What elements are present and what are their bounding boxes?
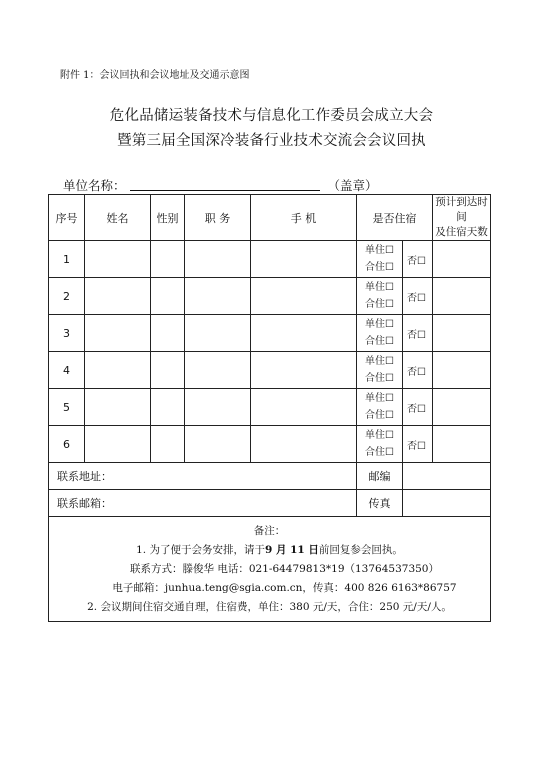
header-arrival-line1: 预计到达时间 (435, 196, 488, 223)
shared-room-checkbox[interactable]: 合住☐ (365, 299, 394, 310)
single-room-checkbox[interactable]: 单住☐ (365, 319, 394, 330)
notes-cell (49, 517, 491, 622)
row-mobile-cell[interactable] (251, 241, 357, 278)
header-arrival (433, 195, 491, 241)
title-line-2: 暨第三届全国深冷装备行业技术交流会会议回执 (117, 133, 426, 149)
row-lodging-options (357, 352, 403, 389)
attendee-row (49, 426, 491, 463)
row-lodging-no[interactable]: 否☐ (403, 352, 433, 389)
note-1-deadline: 9 月 11 日 (264, 543, 319, 556)
row-gender-cell[interactable] (151, 389, 185, 426)
row-position-cell[interactable] (185, 352, 251, 389)
postcode-label: 邮编 (357, 463, 403, 490)
row-arrival-cell[interactable] (433, 426, 491, 463)
single-room-checkbox[interactable]: 单住☐ (365, 282, 394, 293)
header-name: 姓名 (85, 195, 151, 241)
row-lodging-options (357, 278, 403, 315)
shared-room-checkbox[interactable]: 合住☐ (365, 336, 394, 347)
row-name-cell[interactable] (85, 278, 151, 315)
row-position-cell[interactable] (185, 241, 251, 278)
row-arrival-cell[interactable] (433, 315, 491, 352)
unit-name-field (63, 176, 378, 194)
fax-cell[interactable] (403, 490, 491, 517)
header-arrival-line2: 及住宿天数 (435, 226, 488, 238)
row-lodging-no[interactable]: 否☐ (403, 278, 433, 315)
address-row (49, 463, 491, 490)
row-seq: 4 (49, 352, 85, 389)
row-mobile-cell[interactable] (251, 426, 357, 463)
row-position-cell[interactable] (185, 389, 251, 426)
notes-title: 备注： (253, 524, 286, 537)
single-room-checkbox[interactable]: 单住☐ (365, 430, 394, 441)
address-label[interactable]: 联系地址： (49, 463, 357, 490)
row-seq: 6 (49, 426, 85, 463)
row-gender-cell[interactable] (151, 241, 185, 278)
shared-room-checkbox[interactable]: 合住☐ (365, 447, 394, 458)
header-seq: 序号 (49, 195, 85, 241)
row-name-cell[interactable] (85, 426, 151, 463)
note-email: 电子邮箱：junhua.teng@sgia.com.cn，传真：400 826 6163*86757 (112, 581, 457, 594)
row-name-cell[interactable] (85, 352, 151, 389)
header-gender: 性别 (151, 195, 185, 241)
note-2: 2. 会议期间住宿交通自理，住宿费，单住：380 元/天，合住：250 元/天/人。 (87, 600, 452, 613)
row-position-cell[interactable] (185, 278, 251, 315)
row-name-cell[interactable] (85, 241, 151, 278)
row-gender-cell[interactable] (151, 426, 185, 463)
single-room-checkbox[interactable]: 单住☐ (365, 393, 394, 404)
unit-name-input-line[interactable] (130, 178, 320, 191)
notes-row (49, 517, 491, 622)
single-room-checkbox[interactable]: 单住☐ (365, 356, 394, 367)
row-lodging-no[interactable]: 否☐ (403, 426, 433, 463)
row-lodging-options (357, 241, 403, 278)
row-gender-cell[interactable] (151, 352, 185, 389)
attendee-rows (49, 241, 491, 463)
unit-name-label: 单位名称： (63, 178, 126, 193)
email-label[interactable]: 联系邮箱： (49, 490, 357, 517)
attendee-row (49, 389, 491, 426)
shared-room-checkbox[interactable]: 合住☐ (365, 373, 394, 384)
attendee-row (49, 352, 491, 389)
row-lodging-options (357, 389, 403, 426)
row-mobile-cell[interactable] (251, 352, 357, 389)
row-arrival-cell[interactable] (433, 389, 491, 426)
note-contact: 联系方式：滕俊华 电话：021-64479813*19（13764537350） (130, 562, 439, 575)
row-position-cell[interactable] (185, 315, 251, 352)
note-1-suffix: 前回复参会回执。 (318, 543, 403, 556)
attendee-row (49, 241, 491, 278)
row-lodging-options (357, 426, 403, 463)
row-lodging-no[interactable]: 否☐ (403, 315, 433, 352)
header-mobile: 手 机 (251, 195, 357, 241)
receipt-table (48, 194, 491, 622)
row-arrival-cell[interactable] (433, 352, 491, 389)
row-seq: 2 (49, 278, 85, 315)
row-lodging-options (357, 315, 403, 352)
email-row (49, 490, 491, 517)
row-seq: 1 (49, 241, 85, 278)
postcode-cell[interactable] (403, 463, 491, 490)
seal-label: （盖章） (327, 178, 378, 193)
row-gender-cell[interactable] (151, 278, 185, 315)
row-arrival-cell[interactable] (433, 278, 491, 315)
row-mobile-cell[interactable] (251, 278, 357, 315)
row-lodging-no[interactable]: 否☐ (403, 389, 433, 426)
row-seq: 5 (49, 389, 85, 426)
row-name-cell[interactable] (85, 389, 151, 426)
shared-room-checkbox[interactable]: 合住☐ (365, 410, 394, 421)
table-header-row (49, 195, 491, 241)
single-room-checkbox[interactable]: 单住☐ (365, 245, 394, 256)
note-1-prefix: 1. 为了便于会务安排，请于 (136, 543, 265, 556)
header-lodging: 是否住宿 (357, 195, 433, 241)
row-mobile-cell[interactable] (251, 389, 357, 426)
title-line-1: 危化品储运装备技术与信息化工作委员会成立大会 (109, 108, 434, 124)
attendee-row (49, 278, 491, 315)
row-mobile-cell[interactable] (251, 315, 357, 352)
row-lodging-no[interactable]: 否☐ (403, 241, 433, 278)
row-seq: 3 (49, 315, 85, 352)
fax-label: 传真 (357, 490, 403, 517)
shared-room-checkbox[interactable]: 合住☐ (365, 262, 394, 273)
row-gender-cell[interactable] (151, 315, 185, 352)
note-1 (49, 541, 490, 560)
attachment-note: 附件 1：会议回执和会议地址及交通示意图 (60, 70, 250, 81)
row-arrival-cell[interactable] (433, 241, 491, 278)
header-position: 职 务 (185, 195, 251, 241)
row-name-cell[interactable] (85, 315, 151, 352)
attendee-row (49, 315, 491, 352)
row-position-cell[interactable] (185, 426, 251, 463)
